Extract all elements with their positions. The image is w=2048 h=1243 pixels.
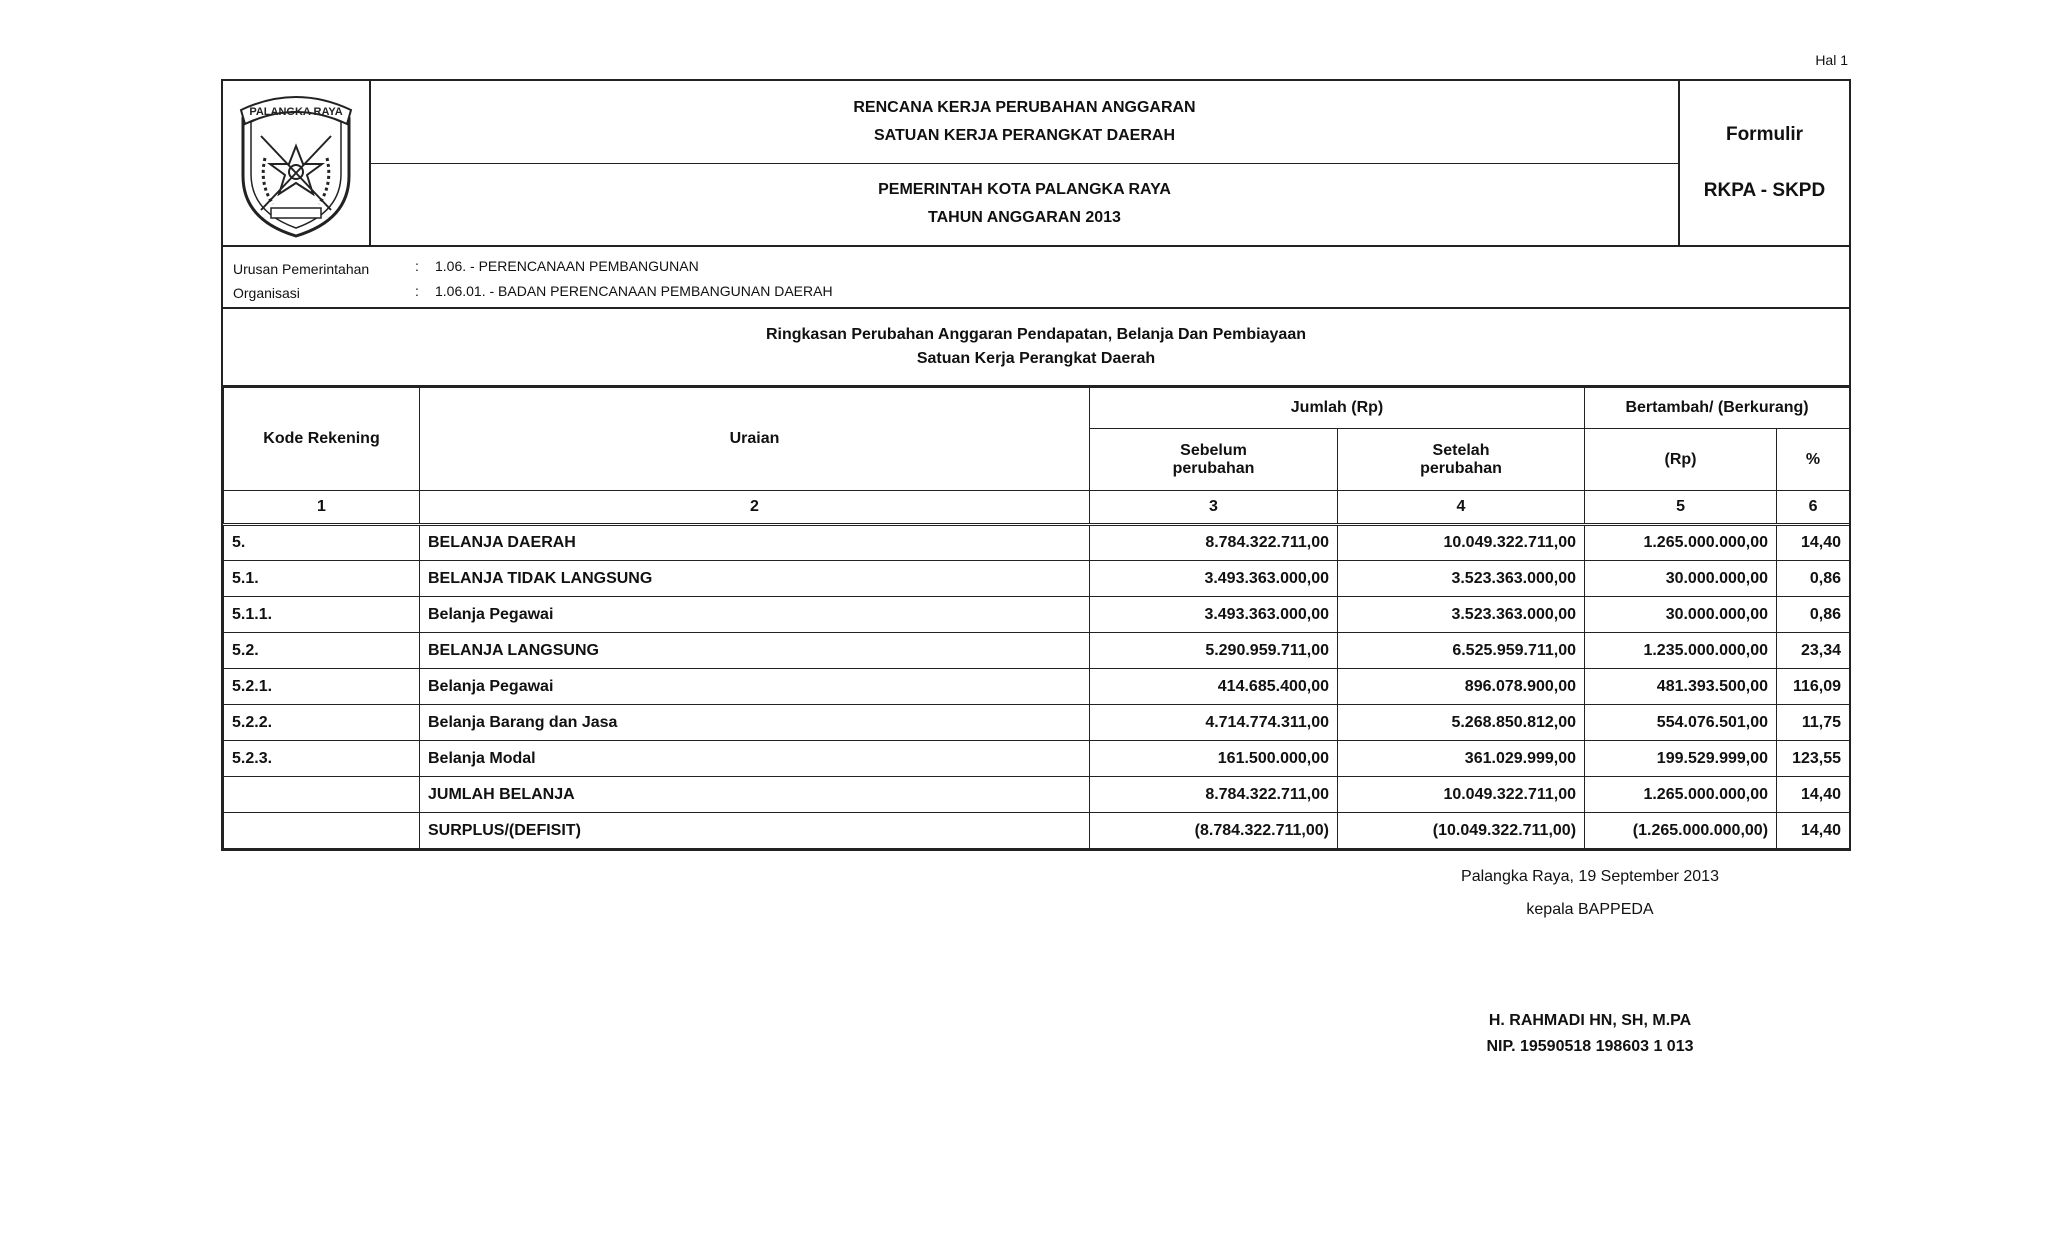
- cell-percent: 0,86: [1777, 597, 1850, 633]
- header-rp: (Rp): [1585, 429, 1777, 491]
- header-sebelum-perubahan: [1090, 429, 1338, 491]
- cell-percent: 0,86: [1777, 561, 1850, 597]
- cell-selisih-rp: (1.265.000.000,00): [1585, 813, 1777, 849]
- cell-uraian: SURPLUS/(DEFISIT): [420, 813, 1090, 849]
- svg-text:PALANGKA RAYA: PALANGKA RAYA: [249, 106, 343, 118]
- total-row: [224, 777, 1850, 813]
- cell-sebelum: (8.784.322.711,00): [1090, 813, 1338, 849]
- cell-percent: 14,40: [1777, 813, 1850, 849]
- cell-setelah: 3.523.363.000,00: [1338, 597, 1585, 633]
- report-title-block: [371, 81, 1678, 164]
- cell-selisih-rp: 199.529.999,00: [1585, 741, 1777, 777]
- cell-selisih-rp: 30.000.000,00: [1585, 561, 1777, 597]
- column-number: 1: [224, 491, 420, 525]
- cell-kode: 5.1.1.: [224, 597, 420, 633]
- rkpa-skpd-form: [221, 79, 1851, 851]
- cell-uraian: Belanja Pegawai: [420, 597, 1090, 633]
- cell-setelah: 896.078.900,00: [1338, 669, 1585, 705]
- summary-title-line1: Ringkasan Perubahan Anggaran Pendapatan, Belanja Dan Pembiayaan: [765, 326, 1306, 343]
- report-title-line1: RENCANA KERJA PERUBAHAN ANGGARAN: [853, 98, 1196, 116]
- table-row: [224, 705, 1850, 741]
- column-number-row: [224, 491, 1850, 525]
- urusan-row: [233, 258, 699, 277]
- cell-sebelum: 8.784.322.711,00: [1090, 777, 1338, 813]
- cell-selisih-rp: 30.000.000,00: [1585, 597, 1777, 633]
- cell-uraian: Belanja Pegawai: [420, 669, 1090, 705]
- signature-place-date: Palangka Raya, 19 September 2013: [1461, 868, 1719, 885]
- cell-percent: 14,40: [1777, 525, 1850, 561]
- cell-percent: 14,40: [1777, 777, 1850, 813]
- header-setelah-line1: Setelah: [1432, 441, 1490, 459]
- summary-title-line2: Satuan Kerja Perangkat Daerah: [916, 350, 1156, 367]
- cell-uraian: Belanja Barang dan Jasa: [420, 705, 1090, 741]
- cell-setelah: 10.049.322.711,00: [1338, 525, 1585, 561]
- cell-selisih-rp: 1.235.000.000,00: [1585, 633, 1777, 669]
- cell-sebelum: 3.493.363.000,00: [1090, 597, 1338, 633]
- government-name: PEMERINTAH KOTA PALANGKA RAYA: [878, 181, 1171, 199]
- cell-setelah: 3.523.363.000,00: [1338, 561, 1585, 597]
- report-title-line2: SATUAN KERJA PERANGKAT DAERAH: [873, 126, 1176, 144]
- table-header-row-1: [224, 388, 1850, 429]
- signatory-nip: NIP. 19590518 198603 1 013: [1486, 1038, 1694, 1055]
- summary-title: [223, 309, 1849, 387]
- cell-setelah: 6.525.959.711,00: [1338, 633, 1585, 669]
- header-setelah-line2: perubahan: [1420, 459, 1502, 477]
- cell-sebelum: 8.784.322.711,00: [1090, 525, 1338, 561]
- palangka-raya-emblem-icon: [233, 88, 359, 238]
- surplus-row: [224, 813, 1850, 849]
- cell-selisih-rp: 1.265.000.000,00: [1585, 777, 1777, 813]
- table-row: [224, 525, 1850, 561]
- cell-kode: 5.2.: [224, 633, 420, 669]
- column-number: 6: [1777, 491, 1850, 525]
- city-emblem: [223, 81, 371, 245]
- header-bertambah: Bertambah/ (Berkurang): [1585, 388, 1850, 429]
- table-row: [224, 669, 1850, 705]
- table-row: [224, 561, 1850, 597]
- form-code: RKPA - SKPD: [1703, 180, 1826, 201]
- header-titles: [371, 81, 1680, 245]
- cell-setelah: 10.049.322.711,00: [1338, 777, 1585, 813]
- table-row: [224, 741, 1850, 777]
- header-sebelum-line2: perubahan: [1172, 459, 1255, 477]
- budget-year: TAHUN ANGGARAN 2013: [928, 209, 1121, 227]
- organisasi-label: Organisasi: [233, 285, 300, 301]
- cell-percent: 123,55: [1777, 741, 1850, 777]
- column-number: 3: [1090, 491, 1338, 525]
- organization-info: [223, 247, 1849, 309]
- cell-sebelum: 161.500.000,00: [1090, 741, 1338, 777]
- cell-sebelum: 4.714.774.311,00: [1090, 705, 1338, 741]
- cell-uraian: BELANJA TIDAK LANGSUNG: [420, 561, 1090, 597]
- cell-uraian: JUMLAH BELANJA: [420, 777, 1090, 813]
- cell-uraian: BELANJA DAERAH: [420, 525, 1090, 561]
- column-number: 2: [420, 491, 1090, 525]
- cell-selisih-rp: 1.265.000.000,00: [1585, 525, 1777, 561]
- column-number: 5: [1585, 491, 1777, 525]
- cell-percent: 116,09: [1777, 669, 1850, 705]
- cell-kode: 5.2.2.: [224, 705, 420, 741]
- cell-sebelum: 414.685.400,00: [1090, 669, 1338, 705]
- cell-sebelum: 5.290.959.711,00: [1090, 633, 1338, 669]
- cell-sebelum: 3.493.363.000,00: [1090, 561, 1338, 597]
- header-kode-rekening: Kode Rekening: [224, 388, 420, 491]
- header-sebelum-line1: Sebelum: [1180, 441, 1247, 459]
- cell-setelah: 361.029.999,00: [1338, 741, 1585, 777]
- header-percent: %: [1777, 429, 1850, 491]
- form-header: [223, 81, 1849, 247]
- cell-kode: [224, 777, 420, 813]
- cell-setelah: (10.049.322.711,00): [1338, 813, 1585, 849]
- cell-selisih-rp: 481.393.500,00: [1585, 669, 1777, 705]
- header-uraian: Uraian: [420, 388, 1090, 491]
- cell-uraian: BELANJA LANGSUNG: [420, 633, 1090, 669]
- cell-kode: 5.: [224, 525, 420, 561]
- organisasi-row: [233, 283, 833, 299]
- cell-uraian: Belanja Modal: [420, 741, 1090, 777]
- cell-percent: 23,34: [1777, 633, 1850, 669]
- table-row: [224, 597, 1850, 633]
- form-label: Formulir: [1725, 124, 1804, 145]
- column-number: 4: [1338, 491, 1585, 525]
- cell-kode: 5.2.3.: [224, 741, 420, 777]
- government-block: [371, 164, 1678, 246]
- page-number: Hal 1: [1815, 52, 1848, 68]
- cell-kode: [224, 813, 420, 849]
- cell-selisih-rp: 554.076.501,00: [1585, 705, 1777, 741]
- signature-position: kepala BAPPEDA: [1526, 901, 1654, 918]
- table-row: [224, 633, 1850, 669]
- cell-kode: 5.1.: [224, 561, 420, 597]
- cell-setelah: 5.268.850.812,00: [1338, 705, 1585, 741]
- organisasi-value: 1.06.01. - BADAN PERENCANAAN PEMBANGUNAN DAERAH: [435, 283, 833, 299]
- organisasi-colon: :: [415, 283, 419, 299]
- header-setelah-perubahan: [1338, 429, 1585, 491]
- urusan-colon: :: [415, 258, 419, 274]
- cell-kode: 5.2.1.: [224, 669, 420, 705]
- cell-percent: 11,75: [1777, 705, 1850, 741]
- signatory-name: H. RAHMADI HN, SH, M.PA: [1488, 1012, 1692, 1029]
- urusan-label: Urusan Pemerintahan: [233, 261, 370, 277]
- header-jumlah: Jumlah (Rp): [1090, 388, 1585, 429]
- urusan-value: 1.06. - PERENCANAAN PEMBANGUNAN: [435, 258, 699, 274]
- form-code-box: [1680, 81, 1849, 245]
- budget-summary-table: [223, 387, 1850, 849]
